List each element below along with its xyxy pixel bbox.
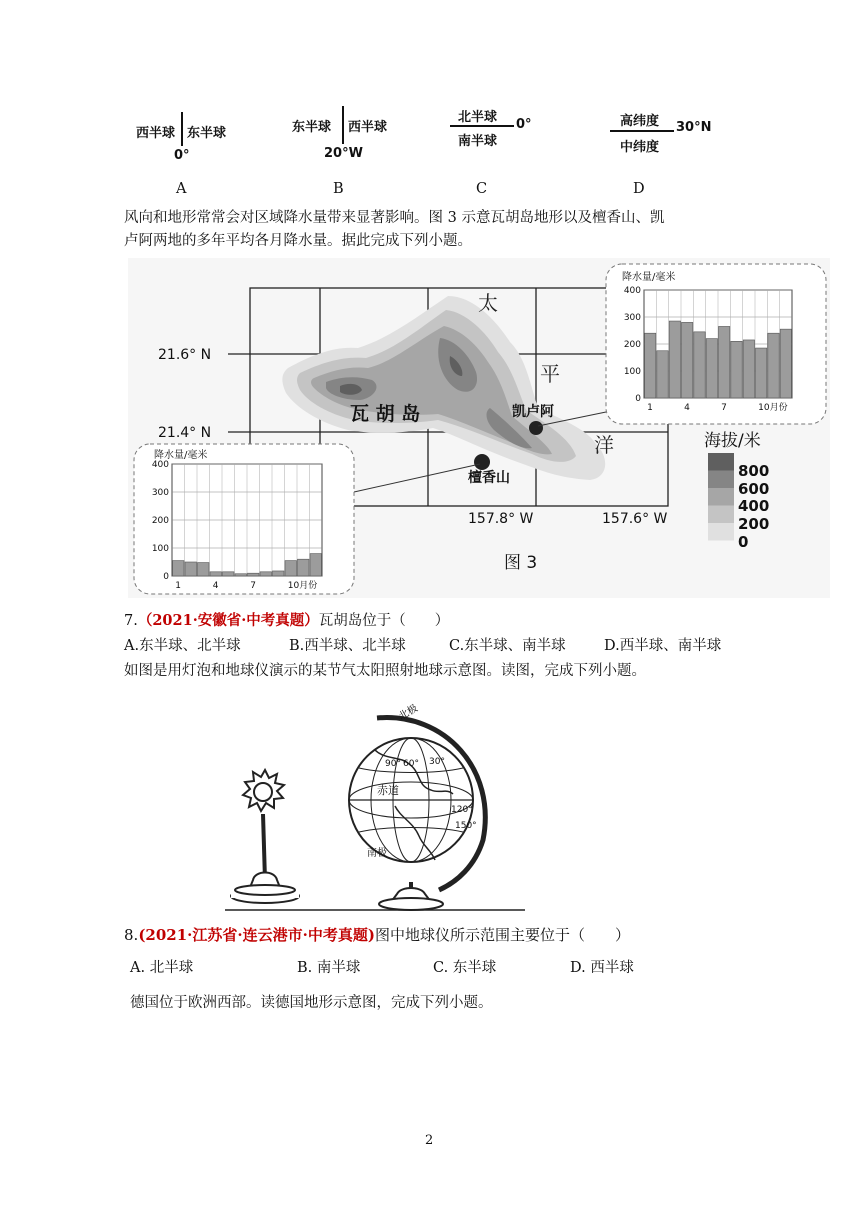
- honolulu-ytick-label: 100: [151, 544, 169, 554]
- q7-source: （2021·安徽省·中考真题）: [137, 612, 319, 629]
- option-b-left: 东半球: [292, 120, 332, 135]
- option-b-letter: B: [333, 181, 344, 197]
- q8-option-a[interactable]: A. 北半球: [130, 960, 194, 976]
- q7-option-d[interactable]: D.西半球、南半球: [604, 638, 722, 654]
- honolulu-bar-month-1: [173, 561, 185, 576]
- option-a-figure: [128, 104, 238, 166]
- option-b-value: 20°W: [324, 146, 363, 161]
- globe-south-pole-label: 南极: [367, 848, 387, 859]
- option-a-letter: A: [176, 181, 187, 197]
- ocean-char-3: 洋: [594, 433, 614, 457]
- honolulu-bar-month-7: [248, 573, 260, 576]
- option-c-letter: C: [476, 181, 488, 197]
- page-number: 2: [425, 1133, 434, 1148]
- honolulu-bar-month-11: [298, 559, 310, 576]
- honolulu-bar-month-2: [185, 562, 197, 576]
- kailua-xtick-label: 4: [684, 403, 690, 413]
- q7-number: 7.: [124, 613, 138, 629]
- lat-label-21-4: 21.4° N: [158, 425, 212, 441]
- honolulu-chart-inset: [134, 444, 354, 594]
- honolulu-xtick-label: 7: [250, 581, 256, 591]
- option-c-top: 北半球: [458, 110, 498, 125]
- honolulu-ytick-label: 400: [151, 460, 169, 470]
- kailua-bar-month-5: [694, 332, 705, 398]
- q8-number: 8.: [124, 926, 139, 944]
- globe-equator-label: 赤道: [377, 784, 399, 797]
- lon-label-157-8: 157.8° W: [468, 511, 534, 527]
- kailua-label: 凯卢阿: [512, 404, 554, 420]
- lon-label-157-6: 157.6° W: [602, 511, 668, 527]
- legend-swatch-3: [708, 506, 734, 524]
- honolulu-chart-ylabel: 降水量/毫米: [154, 450, 208, 461]
- legend-value-600: 600: [738, 480, 770, 498]
- kailua-bar-month-6: [706, 339, 717, 398]
- kailua-ytick-label: 200: [623, 340, 641, 350]
- legend-value-0: 0: [738, 533, 749, 551]
- q8-option-c[interactable]: C. 东半球: [433, 960, 497, 976]
- option-a-right: 东半球: [187, 126, 227, 141]
- honolulu-ytick-label: 200: [151, 516, 169, 526]
- honolulu-ytick-label: 300: [151, 488, 169, 498]
- legend-swatch-0: [708, 453, 734, 471]
- kailua-bar-month-8: [731, 341, 742, 398]
- question-8-stem: [124, 924, 630, 946]
- oahu-map-figure: [128, 258, 830, 598]
- q7-option-b[interactable]: B.西半球、北半球: [289, 638, 406, 654]
- option-b-figure: [286, 104, 406, 166]
- legend-swatch-1: [708, 471, 734, 489]
- kailua-chart-ylabel: 降水量/毫米: [622, 272, 676, 283]
- kailua-bar-month-1: [645, 333, 656, 398]
- kailua-ytick-label: 0: [635, 394, 641, 404]
- honolulu-xtick-label: 1: [175, 581, 181, 591]
- q8-text: 图中地球仪所示范围主要位于（ ）: [374, 926, 630, 944]
- option-d-value: 30°N: [676, 120, 712, 135]
- honolulu-bar-month-6: [235, 574, 247, 576]
- kailua-xtick-label: 7: [721, 403, 727, 413]
- globe-lon-30: 30°: [429, 757, 445, 767]
- elevation-legend: [708, 453, 734, 541]
- honolulu-bar-month-12: [310, 554, 322, 576]
- kailua-ytick-label: 100: [623, 367, 641, 377]
- globe-lon-90: 90°: [385, 759, 401, 769]
- option-d-letter: D: [633, 181, 645, 197]
- ocean-char-2: 平: [540, 362, 560, 386]
- honolulu-bar-month-5: [223, 572, 235, 576]
- legend-title: 海拔/米: [704, 431, 761, 451]
- lat-label-21-6: 21.6° N: [158, 347, 212, 363]
- kailua-bar-month-10: [756, 348, 767, 398]
- kailua-bar-month-9: [743, 340, 754, 398]
- option-a-left: 西半球: [136, 126, 176, 141]
- legend-value-200: 200: [738, 515, 770, 533]
- honolulu-bar-month-10: [285, 561, 297, 576]
- option-c-divider: [450, 125, 514, 127]
- kailua-bar-month-12: [780, 329, 791, 398]
- globe-lon-60: 60°: [403, 759, 419, 769]
- intro-paragraph-3: 德国位于欧洲西部。读德国地形示意图，完成下列小题。: [130, 995, 493, 1011]
- map-caption: 图 3: [504, 553, 538, 573]
- question-7-stem: [124, 610, 449, 632]
- lamp-sun-icon: [231, 770, 299, 903]
- legend-swatch-2: [708, 488, 734, 506]
- kailua-bar-month-11: [768, 333, 779, 398]
- honolulu-ytick-label: 0: [163, 572, 169, 582]
- legend-value-400: 400: [738, 497, 770, 515]
- sun-and-globe-figure: [225, 690, 525, 916]
- honolulu-bar-month-9: [273, 571, 285, 576]
- kailua-chart-inset: [606, 264, 826, 424]
- option-d-divider: [610, 130, 674, 132]
- globe-lon-150: 150°: [455, 821, 477, 831]
- island-label: 瓦 胡 岛: [350, 403, 421, 425]
- honolulu-xtick-label: 4: [212, 581, 219, 591]
- honolulu-marker: [474, 454, 490, 470]
- legend-value-800: 800: [738, 462, 770, 480]
- intro-paragraph-1b: 卢阿两地的多年平均各月降水量。据此完成下列小题。: [124, 233, 472, 249]
- kailua-bar-month-4: [682, 322, 693, 398]
- legend-swatch-4: [708, 523, 734, 541]
- kailua-ytick-label: 400: [623, 286, 641, 296]
- kailua-bar-month-7: [719, 326, 730, 398]
- kailua-ytick-label: 300: [623, 313, 641, 323]
- honolulu-xtick-label: 10月份: [287, 581, 318, 591]
- option-d-bottom: 中纬度: [620, 140, 660, 155]
- kailua-marker: [529, 421, 543, 435]
- q7-option-c[interactable]: C.东半球、南半球: [449, 638, 566, 654]
- kailua-xtick-label: 1: [647, 403, 653, 413]
- option-d-top: 高纬度: [620, 114, 660, 129]
- intro-paragraph-1a: 风向和地形常常会对区域降水量带来显著影响。图 3 示意瓦胡岛地形以及檀香山、凯: [124, 210, 665, 226]
- q8-option-d[interactable]: D. 西半球: [570, 960, 634, 976]
- honolulu-bar-month-8: [260, 572, 272, 576]
- ocean-char-1: 太: [478, 291, 498, 315]
- kailua-xtick-label: 10月份: [758, 403, 788, 413]
- option-a-divider: [181, 112, 183, 146]
- option-c-figure: [448, 104, 558, 166]
- option-b-right: 西半球: [348, 120, 388, 135]
- q8-source: (2021·江苏省·连云港市·中考真题): [138, 926, 375, 944]
- q8-option-b[interactable]: B. 南半球: [297, 960, 361, 976]
- option-c-value: 0°: [516, 117, 532, 132]
- kailua-bar-month-2: [657, 351, 668, 398]
- q7-text: 瓦胡岛位于（ ）: [318, 613, 450, 629]
- honolulu-bar-month-3: [198, 563, 210, 576]
- option-c-bottom: 南半球: [458, 134, 498, 149]
- q7-option-a[interactable]: A.东半球、北半球: [124, 638, 241, 654]
- honolulu-label: 檀香山: [468, 470, 510, 486]
- globe-north-pole-label: 北极: [397, 703, 420, 723]
- kailua-bar-month-3: [669, 321, 680, 398]
- honolulu-bar-month-4: [210, 572, 222, 576]
- intro-paragraph-2: 如图是用灯泡和地球仪演示的某节气太阳照射地球示意图。读图，完成下列小题。: [124, 663, 646, 679]
- option-d-figure: [608, 104, 728, 166]
- option-b-divider: [342, 106, 344, 144]
- option-a-value: 0°: [174, 148, 190, 163]
- globe-lon-120: 120°: [451, 805, 473, 815]
